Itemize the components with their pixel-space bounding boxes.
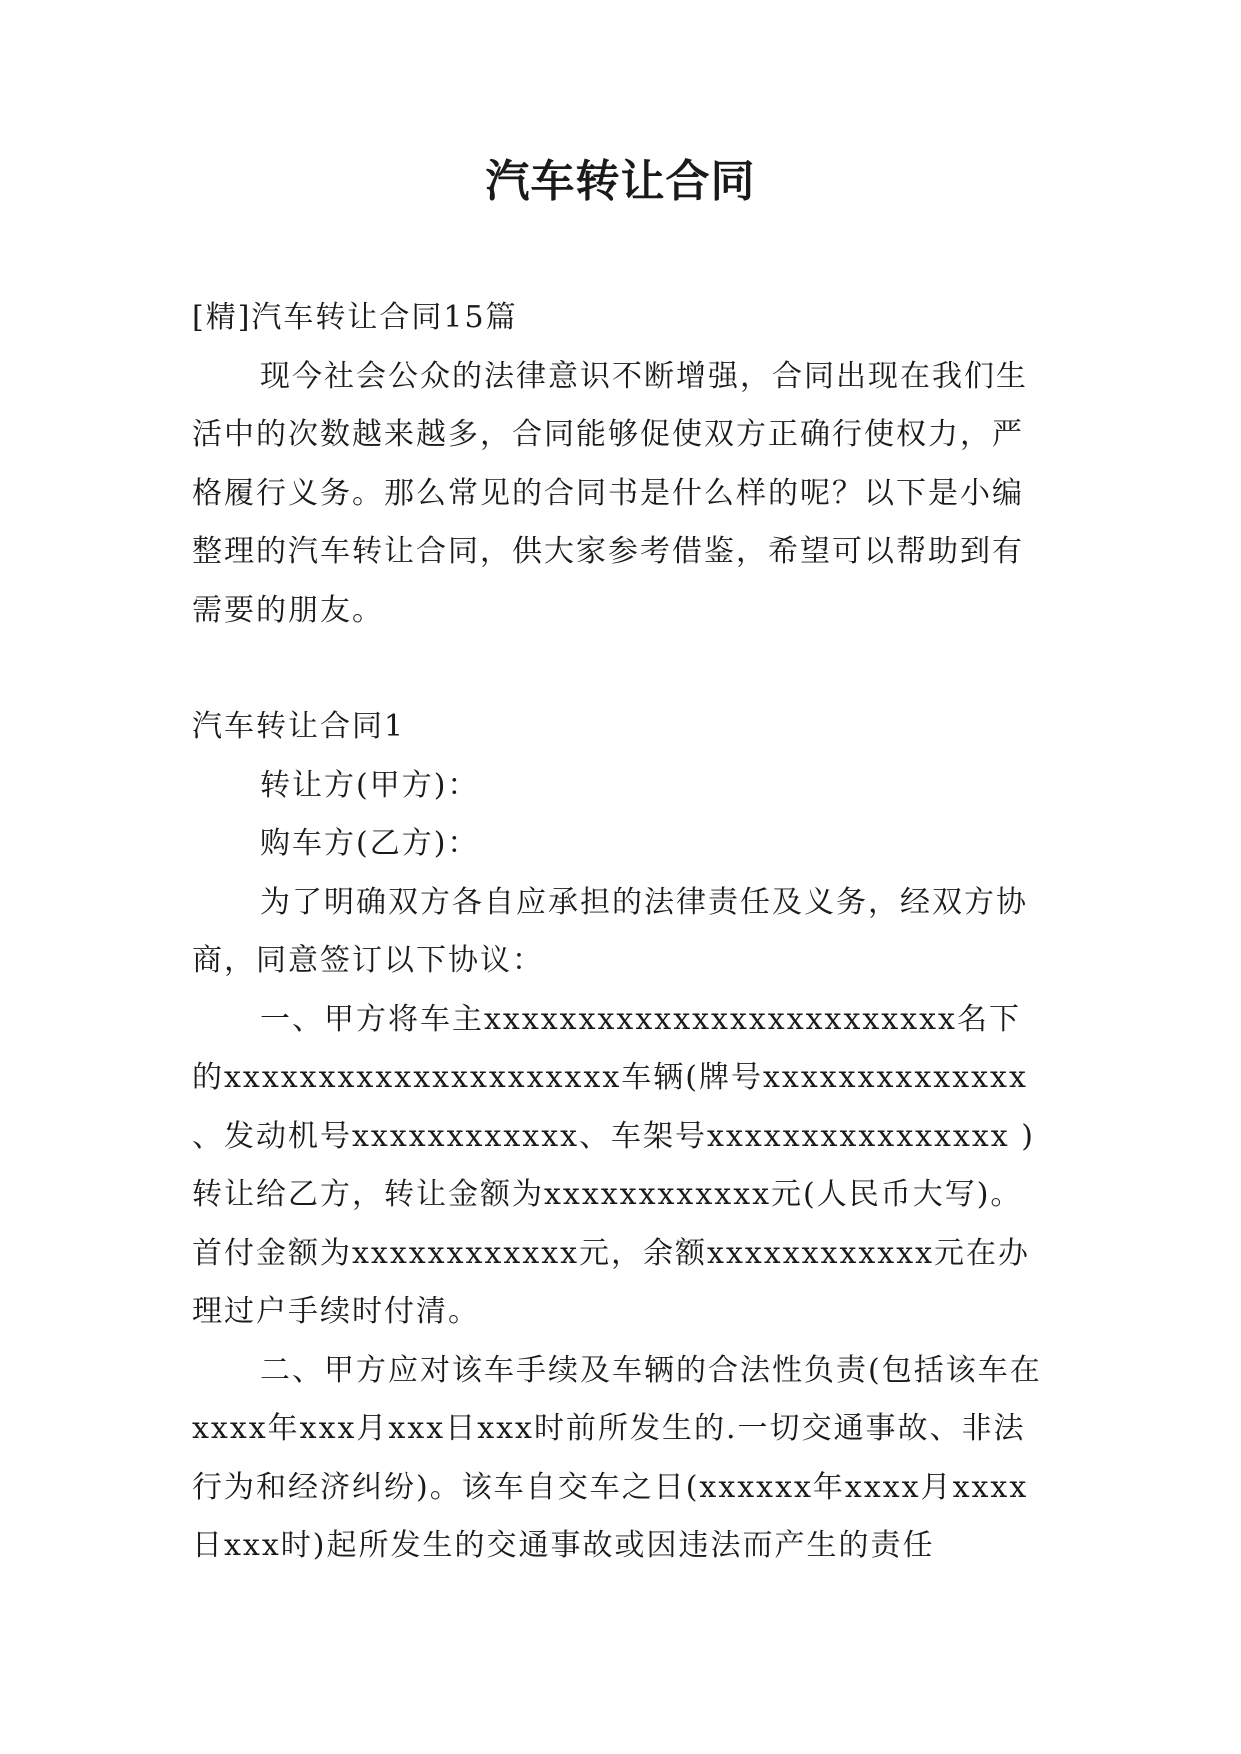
document-subtitle: [精]汽车转让合同15篇 [192, 300, 518, 335]
party-a-line: 转让方(甲方)： [260, 767, 480, 803]
section-heading: 汽车转让合同1 [192, 709, 406, 744]
preamble-paragraph: 为了明确双方各自应承担的法律责任及义务，经双方协商，同意签订以下协议： [192, 884, 1028, 978]
section-spacer [192, 640, 1052, 698]
clause-2-paragraph: 二、甲方应对该车手续及车辆的合法性负责(包括该车在xxxx年xxx月xxx日xxx时前所发生的.一切交通事故、非法行为和经济纠纷)。该车自交车之日(xxxxxx年xxxx月xxxx日xxx时)起所发生的交通事故或因违法而产生的责任 [192, 1352, 1042, 1563]
intro-paragraph: 现今社会公众的法律意识不断增强，合同出现在我们生活中的次数越来越多，合同能够促使双方正确行使权力，严格履行义务。那么常见的合同书是什么样的呢？以下是小编整理的汽车转让合同，供大家参考借鉴，希望可以帮助到有需要的朋友。 [192, 358, 1028, 628]
clause-1-paragraph: 一、甲方将车主xxxxxxxxxxxxxxxxxxxxxxxxx名下的xxxxxxxxxxxxxxxxxxxxx车辆(牌号xxxxxxxxxxxxxx 、发动机号xxxxxxxxxxxx、车架号xxxxxxxxxxxxxxxx )转让给乙方，转让金额为xxxxxxxxxxxx元(人民币大写)。首付金额为xxxxxxxxxxxx元，余额xxxxxxxxxxxx元在办理过户手续时付清。 [192, 1001, 1035, 1329]
party-b-line: 购车方(乙方)： [260, 826, 480, 861]
document-body [192, 289, 1052, 1576]
document-title: 汽车转让合同 [485, 156, 756, 207]
